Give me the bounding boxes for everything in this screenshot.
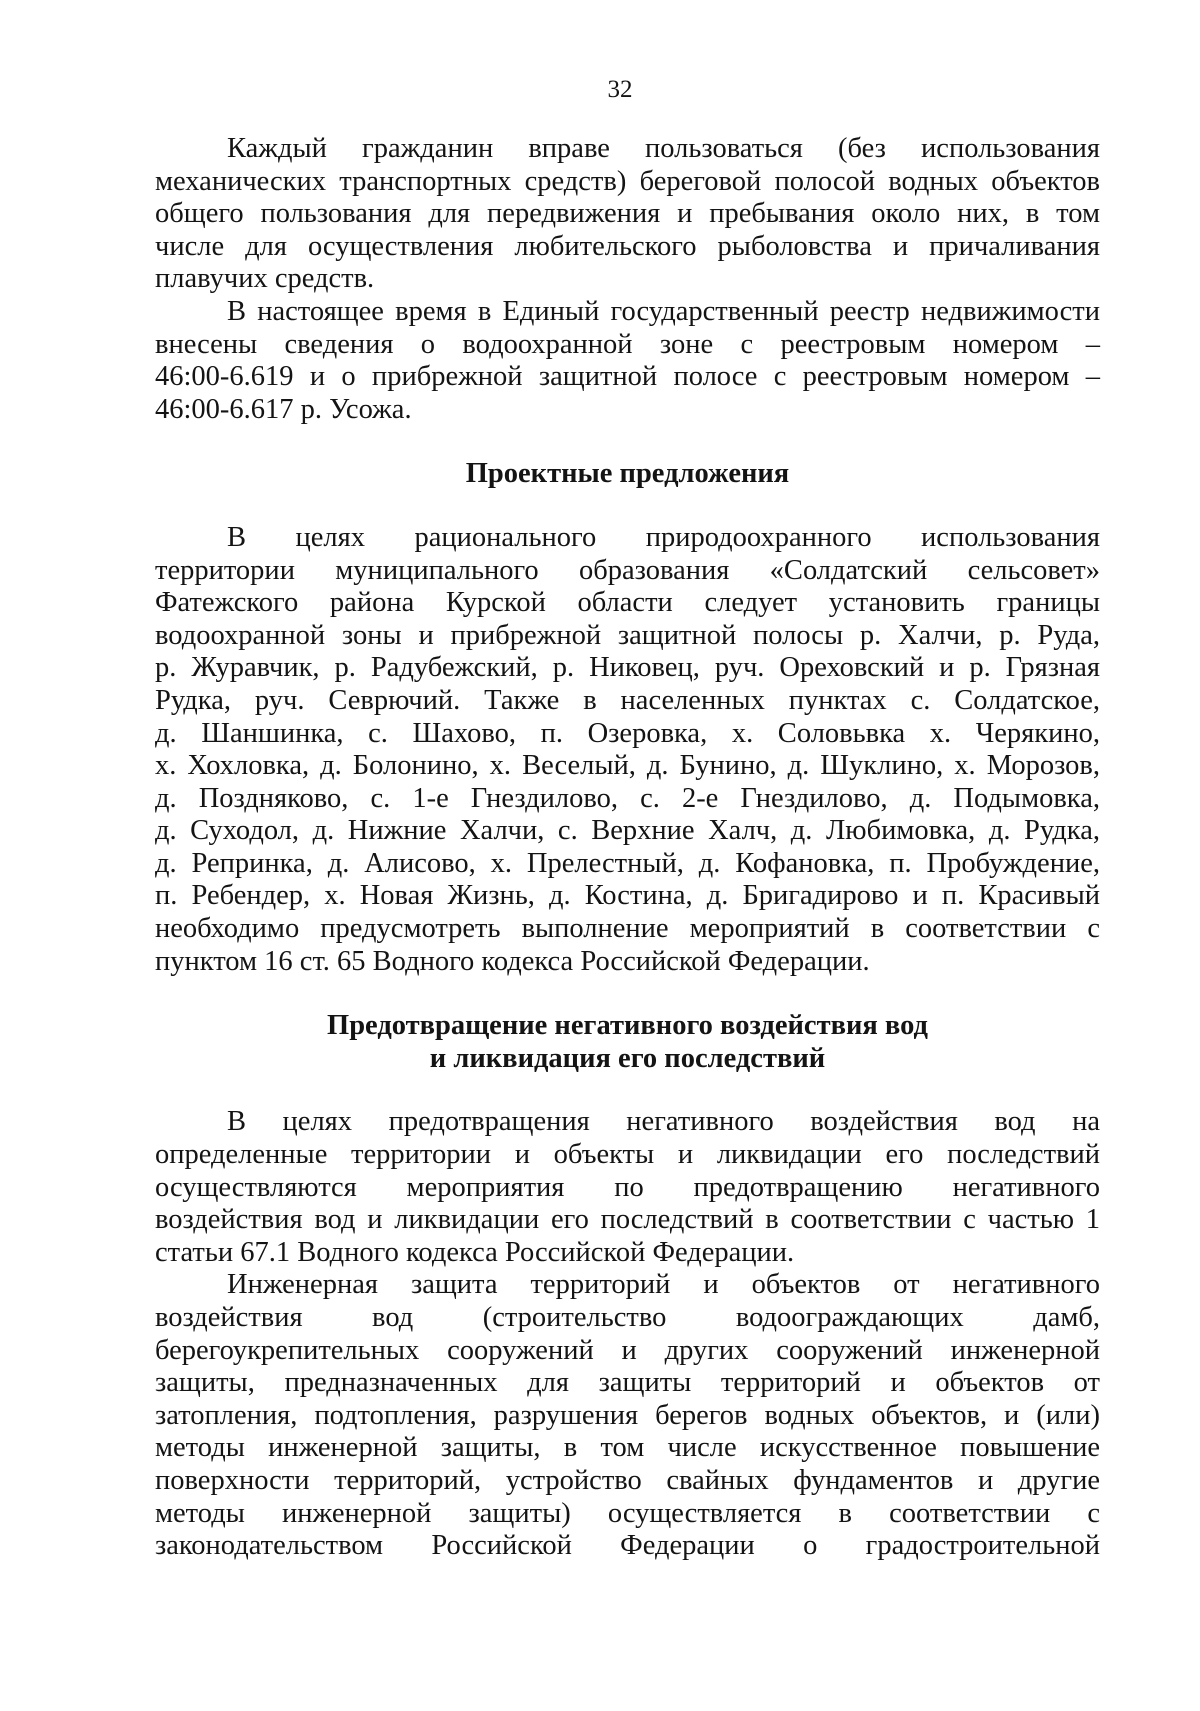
text-line: Фатежского района Курской области следует установить границы [155,587,1100,619]
text-line: д. Репринка, д. Алисово, х. Прелестный, д. Кофановка, п. Пробуждение, [155,847,1100,879]
text-line: защиты, предназначенных для защиты территорий и объектов от [155,1367,1100,1399]
text-line: 46:00-6.619 и о прибрежной защитной полосе с реестровым номером – [155,361,1100,393]
text-line: пунктом 16 ст. 65 Водного кодекса Российской Федерации. [155,945,870,977]
text-line: д. Шаншинка, с. Шахово, п. Озеровка, х. Соловьвка х. Черякино, [155,717,1100,749]
text-line: статьи 67.1 Водного кодекса Российской Федерации. [155,1236,795,1268]
text-line: Инженерная защита территорий и объектов от негативного [227,1269,1100,1301]
text-line: определенные территории и объекты и ликвидации его последствий [155,1139,1100,1171]
text-line: берегоукрепительных сооружений и других сооружений инженерной [155,1334,1100,1366]
text-line: водоохранной зоны и прибрежной защитной полосы р. Халчи, р. Руда, [155,619,1100,651]
text-line: методы инженерной защиты, в том числе искусственное повышение [155,1432,1100,1464]
text-line: В целях предотвращения негативного воздействия вод на [227,1106,1100,1138]
heading-line: и ликвидация его последствий [429,1042,826,1074]
paragraph-water-protection-zones [155,522,1100,978]
text-line: методы инженерной защиты) осуществляется в соответствии с [155,1497,1100,1529]
text-line: осуществляются мероприятия по предотвращению негативного [155,1171,1100,1203]
page-number: 32 [607,76,633,103]
text-line: воздействия вод и ликвидации его последствий в соответствии с частью 1 [155,1204,1100,1236]
text-line: поверхности территорий, устройство свайных фундаментов и другие [155,1464,1100,1496]
text-line: необходимо предусмотреть выполнение мероприятий в соответствии с [155,913,1100,945]
section-heading-negative-impact [155,1010,1100,1075]
text-line: х. Хохловка, д. Болонино, х. Веселый, д. Бунино, д. Шуклино, х. Морозов, [155,750,1100,782]
text-line: 46:00-6.617 р. Усожа. [155,393,412,425]
paragraph-engineering-protection [155,1269,1100,1562]
text-line: плавучих средств. [155,263,375,295]
text-line: Рудка, руч. Севрючий. Также в населенных пунктах с. Солдатское, [155,684,1100,716]
text-line: общего пользования для передвижения и пребывания около них, в том [155,198,1100,230]
text-line: д. Суходол, д. Нижние Халчи, с. Верхние Халч, д. Любимовка, д. Рудка, [155,815,1100,847]
paragraph-prevention-measures [155,1106,1100,1269]
text-line: В настоящее время в Единый государственный реестр недвижимости [227,295,1100,327]
heading-line: Проектные предложения [465,458,790,490]
text-line: механических транспортных средств) береговой полосой водных объектов [155,165,1100,197]
text-line: д. Поздняково, с. 1-е Гнездилово, с. 2-е Гнездилово, д. Подымовка, [155,782,1100,814]
text-line: п. Ребендер, х. Новая Жизнь, д. Костина, д. Бригадирово и п. Красивый [155,880,1100,912]
paragraph-citizen-rights [155,133,1100,296]
text-line: внесены сведения о водоохранной зоне с реестровым номером – [155,328,1100,360]
text-line: затопления, подтопления, разрушения берегов водных объектов, и (или) [155,1399,1100,1431]
paragraph-registry [155,296,1100,426]
text-line: воздействия вод (строительство водоограждающих дамб, [155,1302,1100,1333]
text-line: В целях рационального природоохранного использования [227,521,1100,553]
section-heading-project-proposals [155,458,1100,491]
text-line: законодательством Российской Федерации о градостроительной [155,1530,1100,1562]
text-line: территории муниципального образования «Солдатский сельсовет» [155,554,1100,586]
text-line: Каждый гражданин вправе пользоваться (без использования [227,133,1100,164]
text-line: р. Журавчик, р. Радубежский, р. Никовец, руч. Ореховский и р. Грязная [155,652,1100,684]
document-body [155,133,1100,1563]
heading-line: Предотвращение негативного воздействия вод [327,1010,928,1042]
text-line: числе для осуществления любительского рыболовства и причаливания [155,230,1100,262]
